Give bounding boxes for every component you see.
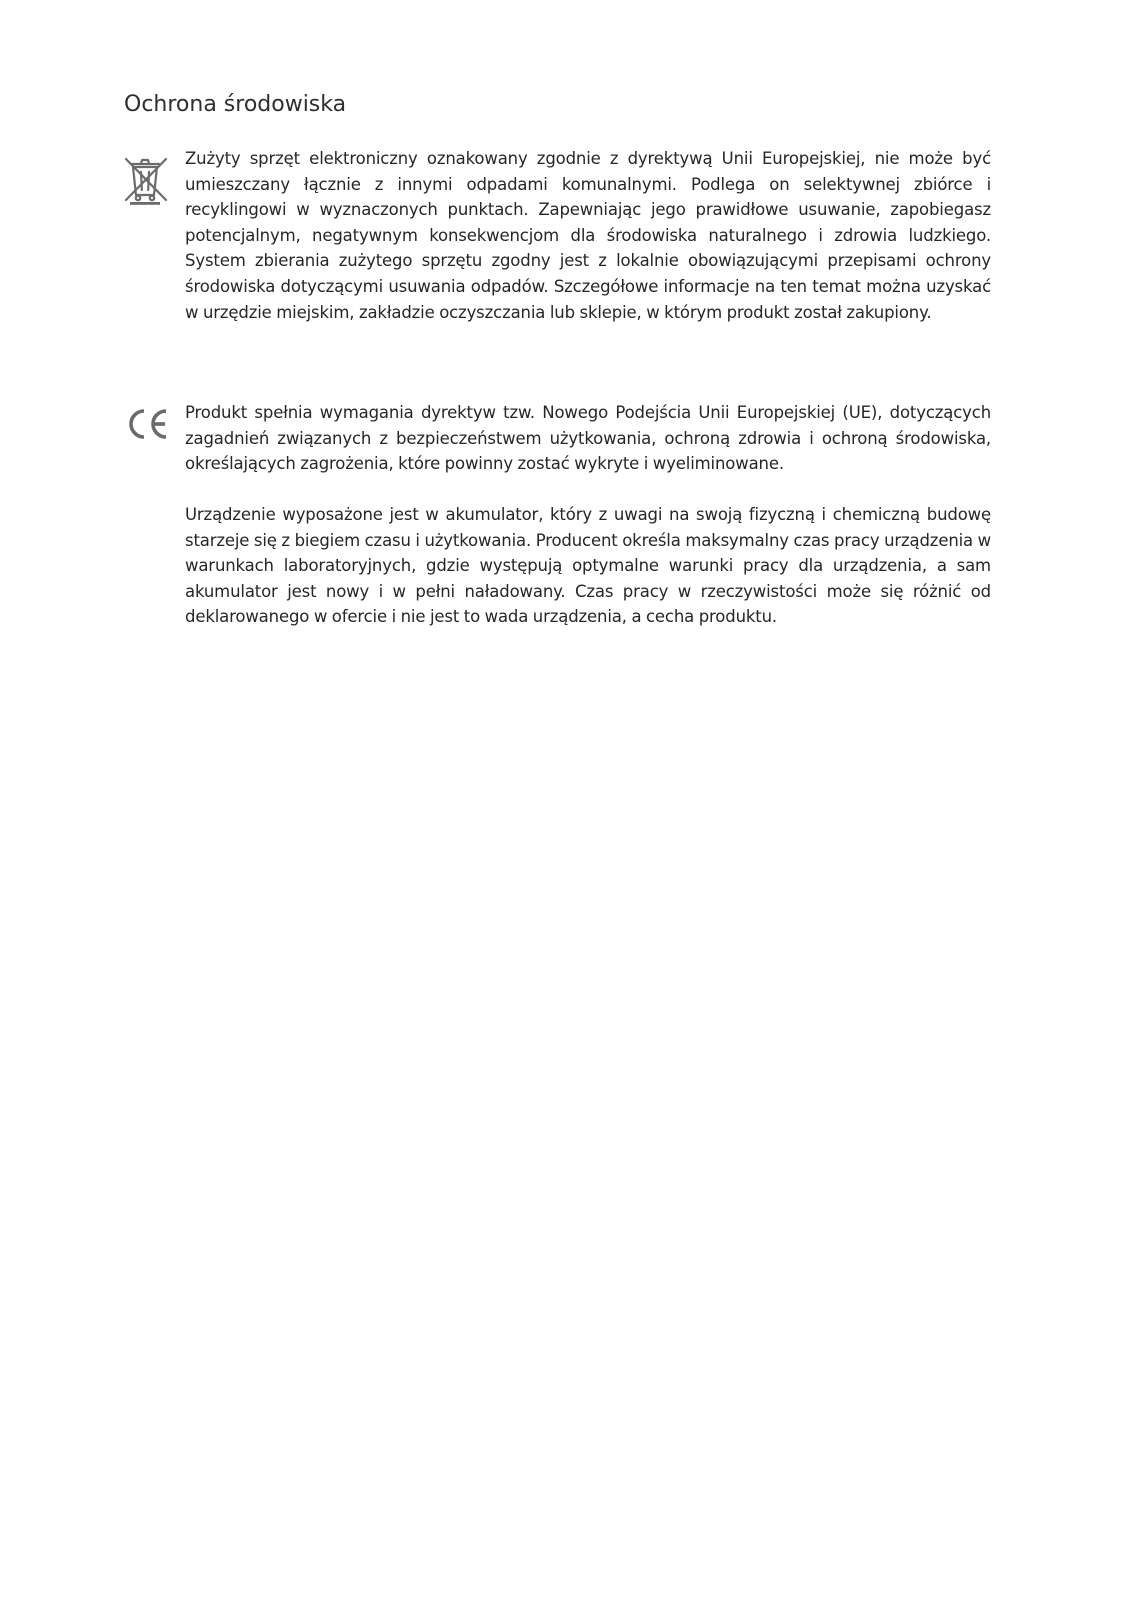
ce-compliance-paragraph: Produkt spełnia wymagania dyrektyw tzw. Nowego Podejścia Unii Europejskiej (UE), dotyczących zagadnień związanych z bezpieczeństwem użytkowania, ochroną zdrowia i ochroną środowiska, określających zagrożenia, które powinny zostać wykryte i wyeliminowane. — [185, 403, 991, 474]
ce-mark-icon — [125, 404, 173, 446]
battery-info-paragraph: Urządzenie wyposażone jest w akumulator, który z uwagi na swoją fizyczną i chemiczną budowę starzeje się z biegiem czasu i użytkowania. Producent określa maksymalny czas pracy urządzenia w warunkach laboratoryjnych, gdzie występują optymalne warunki pracy dla urządzenia, a sam akumulator jest nowy i w pełni naładowany. Czas pracy w rzeczywistości może się różnić od deklarowanego w ofercie i nie jest to wada urządzenia, a cecha produktu. — [185, 505, 991, 627]
page-title: Ochrona środowiska — [124, 92, 347, 117]
crossed-out-wheelie-bin-icon — [122, 153, 170, 205]
weee-disposal-paragraph: Zużyty sprzęt elektroniczny oznakowany zgodnie z dyrektywą Unii Europejskiej, nie może być umieszczany łącznie z innymi odpadami komunalnymi. Podlega on selektywnej zbiórce i recyklingowi w wyznaczonych punktach. Zapewniając jego prawidłowe usuwanie, zapobiegasz potencjalnym, negatywnym konsekwencjom dla środowiska naturalnego i zdrowia ludzkiego. System zbierania zużytego sprzętu zgodny jest z lokalnie obowiązującymi przepisami ochrony środowiska dotyczącymi usuwania odpadów. Szczegółowe informacje na ten temat można uzyskać w urzędzie miejskim, zakładzie oczyszczania lub sklepie, w którym produkt został zakupiony. — [185, 149, 991, 322]
